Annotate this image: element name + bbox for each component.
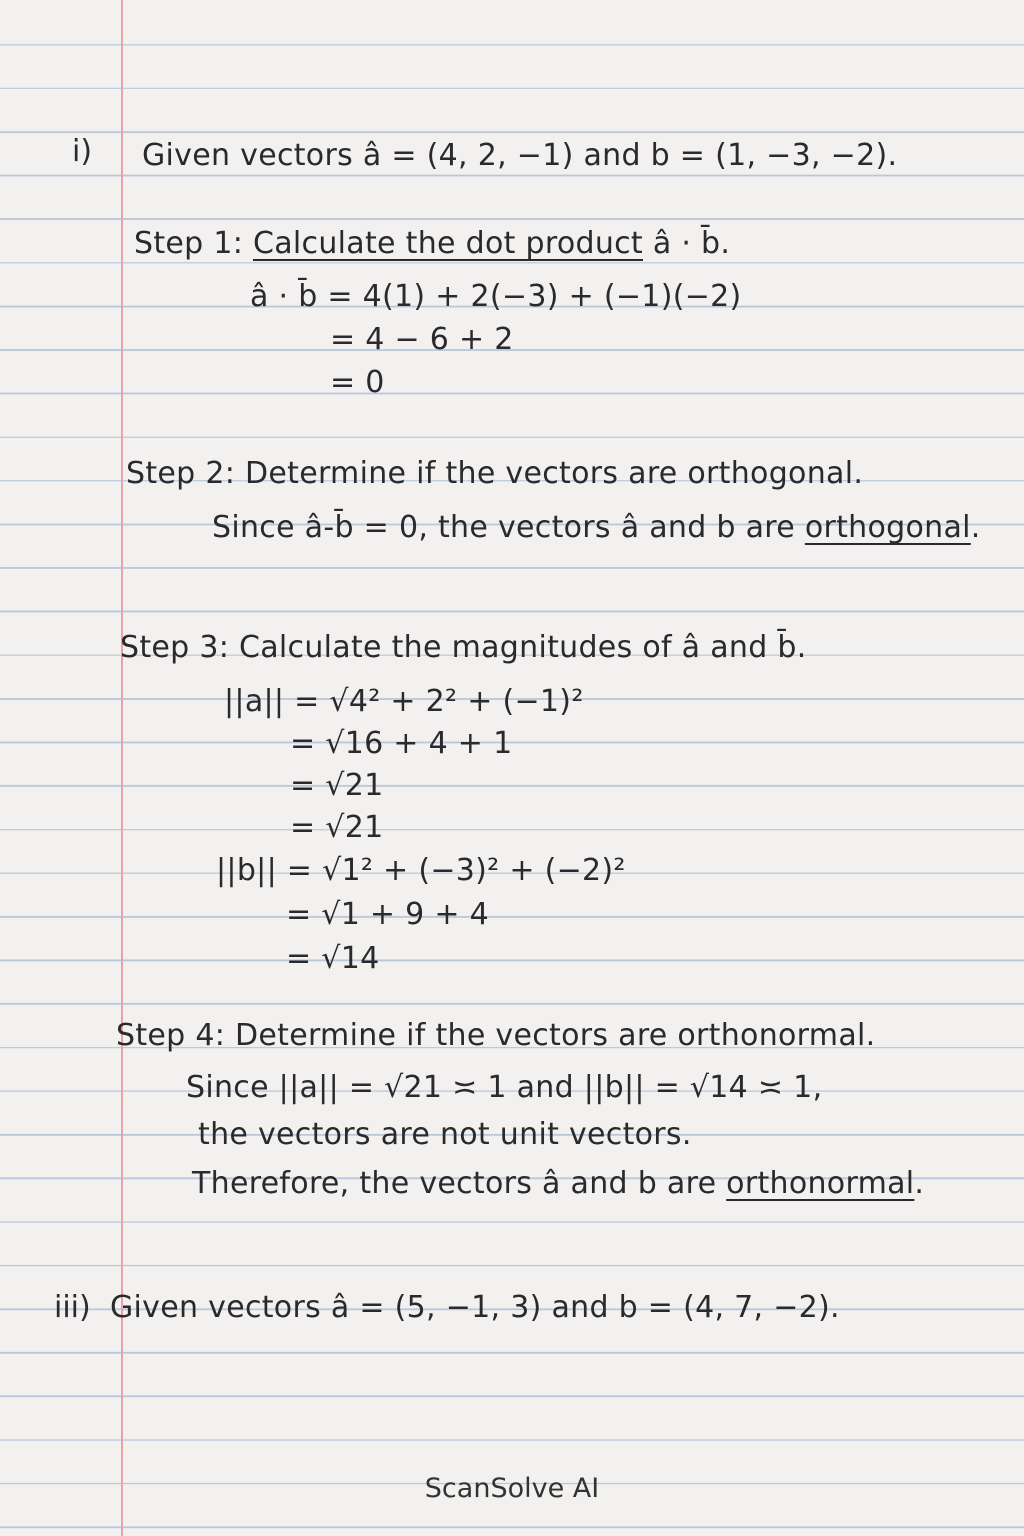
step4-line: the vectors are not unit vectors. bbox=[198, 1117, 692, 1152]
step1-heading-suffix: â · b̄. bbox=[642, 226, 731, 261]
step1-heading bbox=[134, 226, 730, 262]
step1-line: = 0 bbox=[330, 365, 385, 400]
step3-line: ||b|| = √1² + (−3)² + (−2)² bbox=[216, 853, 626, 888]
step4-line: Since ||a|| = √21 ≍ 1 and ||b|| = √14 ≍ 1, bbox=[186, 1070, 823, 1105]
footer-brand: ScanSolve AI bbox=[424, 1473, 600, 1504]
step1-heading-underlined: Calculate the dot product bbox=[252, 226, 643, 261]
step1-heading-prefix: Step 1: bbox=[134, 226, 253, 261]
step3-line: ||a|| = √4² + 2² + (−1)² bbox=[224, 684, 584, 719]
step4-conclusion bbox=[192, 1166, 924, 1202]
step3-line: = √21 bbox=[290, 768, 384, 803]
step4-conclusion-suffix: . bbox=[914, 1166, 925, 1201]
step2-text-underlined: orthogonal bbox=[804, 510, 971, 545]
step1-line: â · b̄ = 4(1) + 2(−3) + (−1)(−2) bbox=[250, 279, 742, 314]
step4-conclusion-underlined: orthonormal bbox=[726, 1166, 915, 1201]
step3-line: = √1 + 9 + 4 bbox=[286, 897, 490, 932]
problem-label: iii) bbox=[54, 1290, 91, 1325]
problem-label: i) bbox=[72, 134, 93, 169]
step3-line: = √21 bbox=[290, 810, 384, 845]
step3-line: = √14 bbox=[286, 941, 380, 976]
step4-heading: Step 4: Determine if the vectors are orthonormal. bbox=[116, 1018, 876, 1053]
step3-heading: Step 3: Calculate the magnitudes of â and b̄. bbox=[120, 630, 807, 665]
step2-heading: Step 2: Determine if the vectors are orthogonal. bbox=[126, 456, 864, 491]
step1-line: = 4 − 6 + 2 bbox=[330, 322, 514, 357]
step2-text-suffix: . bbox=[970, 510, 981, 545]
problem-given: Given vectors â = (5, −1, 3) and b = (4, 7, −2). bbox=[110, 1290, 840, 1325]
problem-given: Given vectors â = (4, 2, −1) and b = (1, −3, −2). bbox=[142, 138, 898, 173]
step2-text-prefix: Since â-b̄ = 0, the vectors â and b are bbox=[212, 510, 805, 545]
step4-conclusion-prefix: Therefore, the vectors â and b are bbox=[192, 1166, 727, 1201]
step2-text bbox=[212, 510, 981, 546]
step3-line: = √16 + 4 + 1 bbox=[290, 726, 513, 761]
